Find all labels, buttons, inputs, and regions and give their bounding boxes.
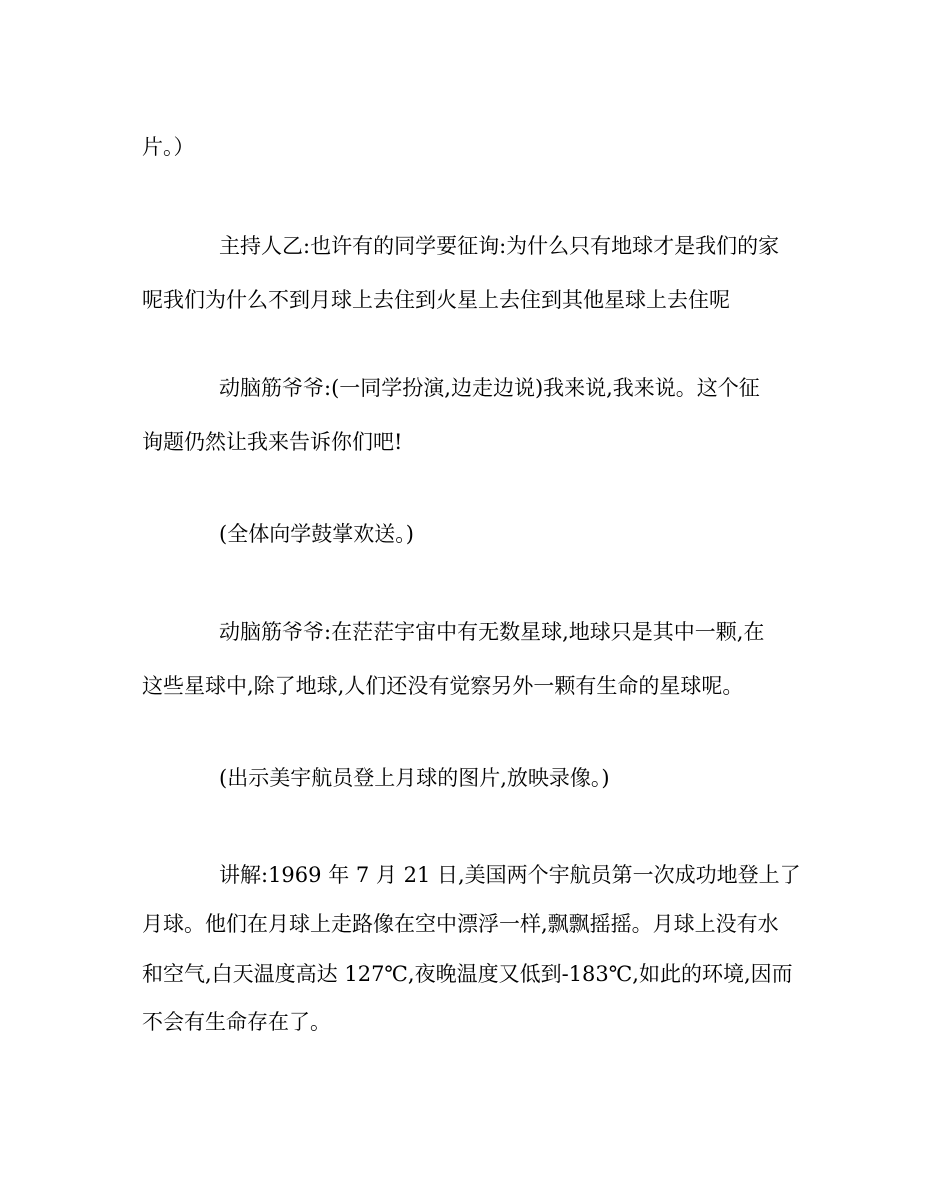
grandpa-speech-line-1: 动脑筋爷爷:在茫茫宇宙中有无数星球,地球只是其中一颗,在 [219,620,765,644]
grandpa-speech-line-2: 这些星球中,除了地球,人们还没有觉察另外一颗有生命的星球呢。 [142,674,744,698]
paragraph-continuation-line: 片。） [142,135,195,159]
grandpa-line-2: 询题仍然让我来告诉你们吧! [142,430,403,454]
explanation-line-2: 月球。他们在月球上走路像在空中漂浮一样,飘飘摇摇。月球上没有水 [142,912,779,936]
stage-direction-applause: (全体向学鼓掌欢送。) [219,522,414,546]
stage-direction-moon-picture: (出示美宇航员登上月球的图片,放映录像。) [219,766,610,790]
explanation-line-4: 不会有生命存在了。 [142,1010,331,1034]
host-b-line-2: 呢我们为什么不到月球上去住到火星上去住到其他星球上去住呢 [142,288,730,312]
explanation-line-1: 讲解:1969 年 7 月 21 日,美国两个宇航员第一次成功地登上了 [219,863,801,887]
host-b-line-1: 主持人乙:也许有的同学要征询:为什么只有地球才是我们的家 [219,234,780,258]
explanation-line-3: 和空气,白天温度高达 127℃,夜晚温度又低到-183℃,如此的环境,因而 [142,962,793,986]
grandpa-line-1: 动脑筋爷爷:(一同学扮演,边走边说)我来说,我来说。这个征 [219,376,760,400]
